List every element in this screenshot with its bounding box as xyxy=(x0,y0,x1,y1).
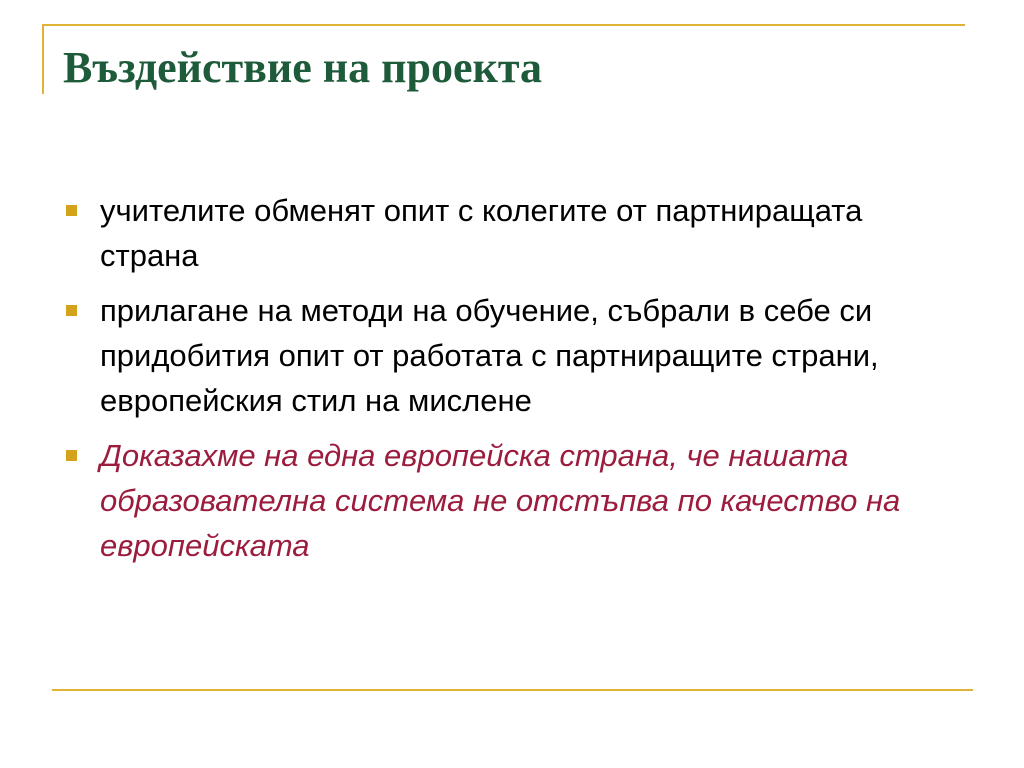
square-bullet-icon xyxy=(66,450,77,461)
square-bullet-icon xyxy=(66,205,77,216)
bullet-item xyxy=(66,188,956,278)
square-bullet-icon xyxy=(66,305,77,316)
slide-title: Въздействие на проекта xyxy=(63,43,543,92)
bullet-text: учителите обменят опит с колегите от партниращата страна xyxy=(100,193,863,273)
bullet-item-emphasized xyxy=(66,433,956,568)
bullet-list xyxy=(66,188,956,578)
frame-left-line xyxy=(42,24,44,94)
frame-top-line xyxy=(42,24,965,26)
bullet-text: прилагане на методи на обучение, събрали в себе си придобития опит от работата с партниращите страни, европейския стил на мислене xyxy=(100,293,879,418)
frame-bottom-line xyxy=(52,689,973,691)
bullet-text: Доказахме на една европейска страна, че нашата образователна система не отстъпва по качество на европейската xyxy=(100,438,901,563)
bullet-item xyxy=(66,288,956,423)
